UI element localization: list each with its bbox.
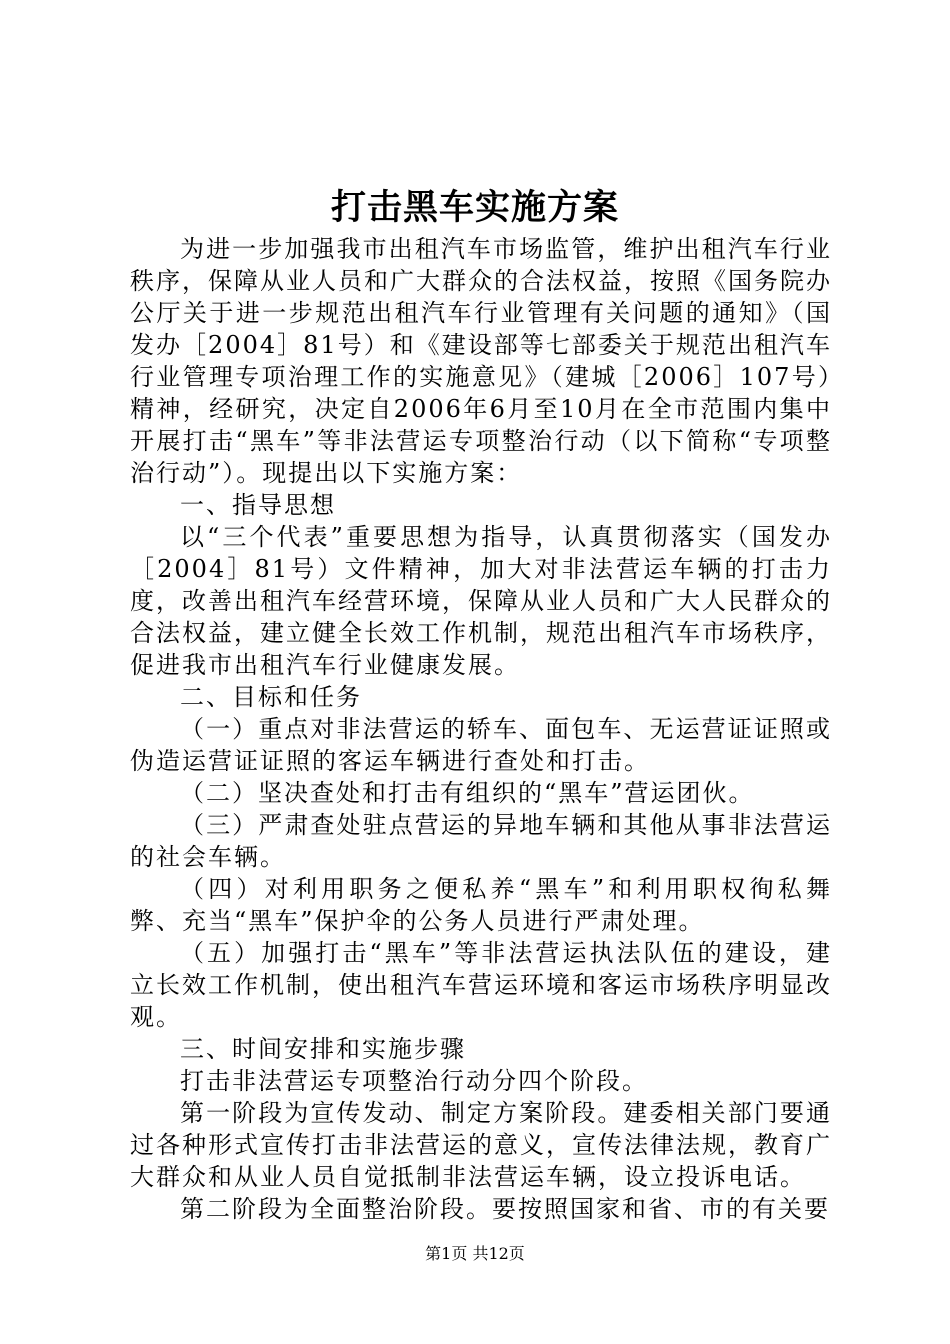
task-item-4: （四）对利用职务之便私养“黑车”和利用职权徇私舞弊、充当“黑车”保护伞的公务人员进行严肃处理。 <box>130 875 832 935</box>
section-heading-goals-tasks: 二、目标和任务 <box>180 683 362 711</box>
task-item-3: （三）严肃查处驻点营运的异地车辆和其他从事非法营运的社会车辆。 <box>130 811 832 871</box>
task-item-5: （五）加强打击“黑车”等非法营运执法队伍的建设，建立长效工作机制，使出租汽车营运环境和客运市场秩序明显改观。 <box>130 939 832 1031</box>
section-heading-guiding-ideology: 一、指导思想 <box>180 491 336 519</box>
stage-1-paragraph: 第一阶段为宣传发动、制定方案阶段。建委相关部门要通过各种形式宣传打击非法营运的意义，宣传法律法规，教育广大群众和从业人员自觉抵制非法营运车辆，设立投诉电话。 <box>130 1099 832 1191</box>
schedule-intro-paragraph: 打击非法营运专项整治行动分四个阶段。 <box>180 1067 648 1095</box>
page-footer: 第1页 共12页 <box>425 1244 525 1263</box>
document-title: 打击黑车实施方案 <box>330 187 619 228</box>
task-item-2: （二）坚决查处和打击有组织的“黑车”营运团伙。 <box>180 779 755 807</box>
section-heading-schedule: 三、时间安排和实施步骤 <box>180 1035 466 1063</box>
stage-2-paragraph: 第二阶段为全面整治阶段。要按照国家和省、市的有关要 <box>180 1195 830 1223</box>
task-item-1: （一）重点对非法营运的轿车、面包车、无运营证证照或伪造运营证证照的客运车辆进行查处和打击。 <box>130 715 832 775</box>
intro-paragraph: 为进一步加强我市出租汽车市场监管，维护出租汽车行业秩序，保障从业人员和广大群众的合法权益，按照《国务院办公厅关于进一步规范出租汽车行业管理有关问题的通知》（国发办［2004］81号）和《建设部等七部委关于规范出租汽车行业管理专项治理工作的实施意见》（建城［2006］107号）精神，经研究，决定自2006年6月至10月在全市范围内集中开展打击“黑车”等非法营运专项整治行动（以下简称“专项整治行动”）。现提出以下实施方案： <box>130 235 832 487</box>
guiding-ideology-paragraph: 以“三个代表”重要思想为指导，认真贯彻落实（国发办［2004］81号）文件精神，加大对非法营运车辆的打击力度，改善出租汽车经营环境，保障从业人员和广大人民群众的合法权益，建立健全长效工作机制，规范出租汽车市场秩序，促进我市出租汽车行业健康发展。 <box>130 523 832 679</box>
document-body <box>130 233 832 1225</box>
